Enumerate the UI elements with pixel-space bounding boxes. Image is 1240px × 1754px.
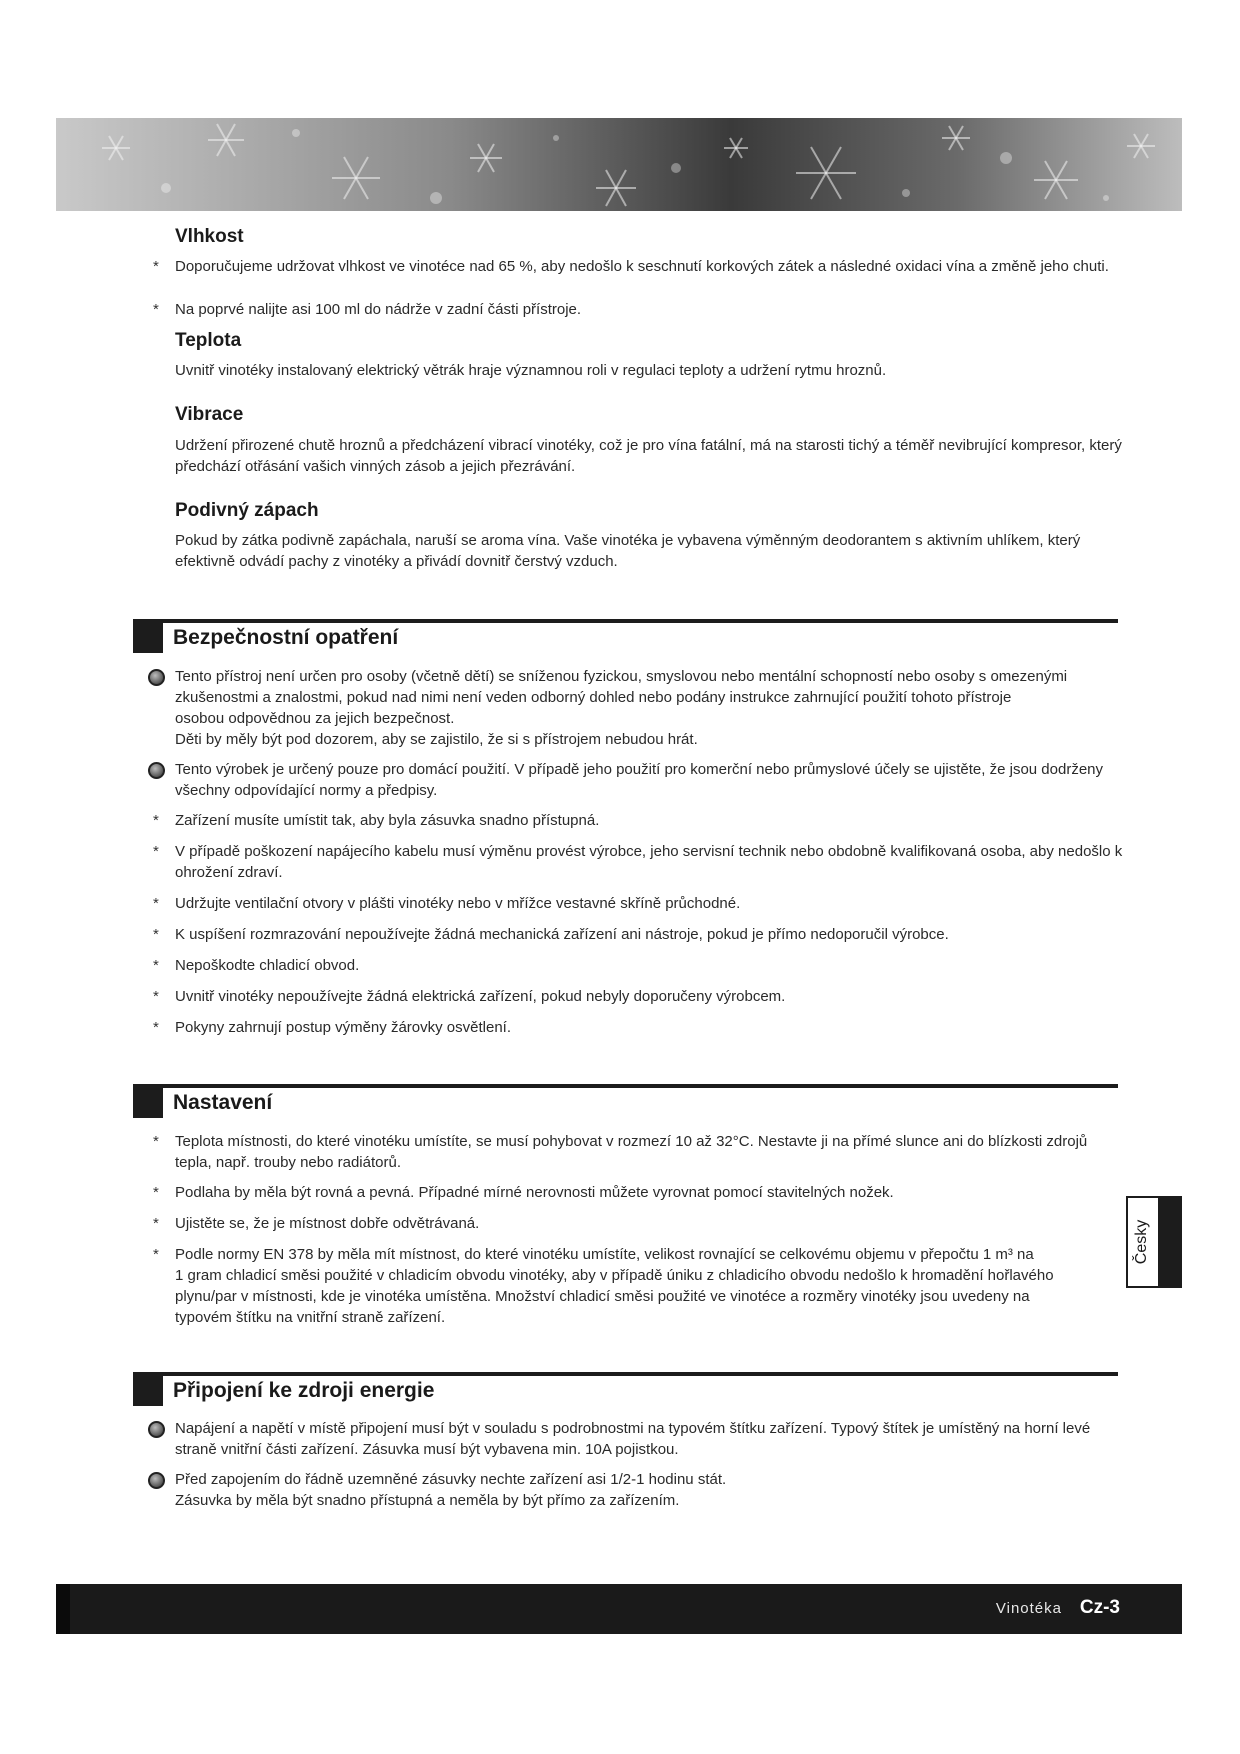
humidity-item-1: Doporučujeme udržovat vlhkost ve vinotéce nad 65 %, aby nedošlo k seschnutí korkových zátek a následné oxidaci vína a změně jeho chuti. [175, 258, 1109, 275]
bullet-icon [148, 762, 165, 779]
setup-item-3: Ujistěte se, že je místnost dobře odvětrávaná. [175, 1215, 480, 1232]
footer-bar [56, 1584, 1182, 1634]
star-marker-icon: * [153, 1215, 159, 1232]
setup-item-4 [175, 1244, 1110, 1328]
safety-item-2: V případě poškození napájecího kabelu musí výměnu provést výrobce, jeho servisní technik nebo obdobně kvalifikovaná osoba, aby nedošlo k ohrožení zdraví. [175, 843, 1123, 881]
star-marker-icon: * [153, 258, 159, 275]
safety-item-6: Uvnitř vinotéky nepoužívejte žádná elektrická zařízení, pokud nebyly doporučeny výrobcem. [175, 988, 786, 1005]
bullet-icon [148, 1421, 165, 1438]
odor-text: Pokud by zátka podivně zapáchala, naruší se aroma vína. Vaše vinotéka je vybavena výměnným deodorantem s aktivním uhlíkem, který efektivně odvádí pachy z vinotéky a přivádí dovnitř čerstvý vzduch. [175, 532, 1081, 570]
snowflake-decoration-icon [56, 118, 1182, 211]
safety-item-5: Nepoškodte chladicí obvod. [175, 957, 360, 974]
page-number: Cz-3 [1079, 1597, 1120, 1618]
setup-item-1: Teplota místnosti, do které vinotéku umístíte, se musí pohybovat v rozmezí 10 až 32°C. Nestavte ji na přímé slunce ani do blízkosti zdrojů tepla, např. trouby nebo radiátorů. [175, 1133, 1088, 1171]
section-rule [163, 1372, 1118, 1376]
star-marker-icon: * [153, 301, 159, 318]
power-section-title: Připojení ke zdroji energie [173, 1379, 435, 1402]
power-section-header [133, 1372, 1118, 1406]
setup-norm-line: typovém štítku na vnitřní straně zařízení. [175, 1309, 446, 1326]
star-marker-icon: * [153, 1246, 159, 1263]
safety-item-7: Pokyny zahrnují postup výměny žárovky osvětlení. [175, 1019, 511, 1036]
setup-section-title: Nastavení [173, 1091, 273, 1114]
safety-bullet-1-line: Tento přístroj není určen pro osoby (včetně dětí) se sníženou fyzickou, smyslovou nebo mentální schopností nebo osoby s omezenými [175, 668, 1068, 685]
safety-item-1: Zařízení musíte umístit tak, aby byla zásuvka snadno přístupná. [175, 812, 600, 829]
safety-section-title: Bezpečnostní opatření [173, 626, 399, 649]
safety-item-4: K uspíšení rozmrazování nepoužívejte žádná mechanická zařízení ani nástroje, pokud je přímo nedoporučil výrobce. [175, 926, 949, 943]
odor-heading: Podivný zápach [175, 500, 319, 521]
setup-norm-line: 1 gram chladicí směsi použité v chladicím obvodu vinotéky, aby v případě úniku z chladicího obvodu nedošlo k hromadění hořlavého [175, 1267, 1054, 1284]
star-marker-icon: * [153, 926, 159, 943]
star-marker-icon: * [153, 957, 159, 974]
star-marker-icon: * [153, 1133, 159, 1150]
safety-bullet-1 [175, 666, 1125, 750]
setup-norm-line: Podle normy EN 378 by měla mít místnost, do které vinotéku umístíte, velikost rovnající se celkovému objemu v přepočtu 1 m³ na [175, 1246, 1034, 1263]
safety-bullet-1-line: osobou odpovědnou za jejich bezpečnost. [175, 710, 455, 727]
power-bullet-1: Napájení a napětí v místě připojení musí být v souladu s podrobnostmi na typovém štítku zařízení. Typový štítek je umístěný na horní levé straně vnitřní části zařízení. Zásuvka musí být vybavena min. 10A pojistkou. [175, 1420, 1091, 1458]
header-banner [56, 118, 1182, 211]
language-tab-label: Česky [1133, 1219, 1150, 1265]
vibration-text: Udržení přirozené chutě hroznů a předcházení vibrací vinotéky, což je pro vína fatální, má na starosti tichý a téměř nevibrující kompresor, který předchází otřásání vašich vinných zásob a jejich přezrávání. [175, 437, 1122, 475]
safety-section-header [133, 619, 1118, 653]
star-marker-icon: * [153, 1184, 159, 1201]
star-marker-icon: * [153, 812, 159, 829]
humidity-heading: Vlhkost [175, 226, 244, 247]
section-rule [163, 1084, 1118, 1088]
section-rule [163, 619, 1118, 623]
bullet-icon [148, 669, 165, 686]
star-marker-icon: * [153, 988, 159, 1005]
safety-bullet-1-line: Děti by měly být pod dozorem, aby se zajistilo, že si s přístrojem nebudou hrát. [175, 731, 698, 748]
vibration-heading: Vibrace [175, 404, 244, 425]
setup-item-2: Podlaha by měla být rovná a pevná. Případné mírné nerovnosti můžete vyrovnat pomocí stavitelných nožek. [175, 1184, 894, 1201]
setup-norm-line: plynu/par v místnosti, kde je vinotéka umístěna. Množství chladicí směsi použité ve vinotéce a rozměry vinotéky jsou uvedeny na [175, 1288, 1030, 1305]
section-marker-block [133, 1084, 163, 1118]
language-tab [1126, 1196, 1182, 1288]
star-marker-icon: * [153, 843, 159, 860]
bullet-icon [148, 1472, 165, 1489]
star-marker-icon: * [153, 1019, 159, 1036]
humidity-item-2: Na poprvé nalijte asi 100 ml do nádrže v zadní části přístroje. [175, 301, 582, 318]
power-bullet-2 [175, 1469, 1125, 1511]
setup-section-header [133, 1084, 1118, 1118]
power-bullet-2-line: Zásuvka by měla být snadno přístupná a neměla by být přímo za zařízením. [175, 1492, 680, 1509]
safety-item-3: Udržujte ventilační otvory v plášti vinotéky nebo v mřížce vestavné skříně průchodné. [175, 895, 741, 912]
temperature-text: Uvnitř vinotéky instalovaný elektrický větrák hraje významnou roli v regulaci teploty a udržení rytmu hroznů. [175, 362, 887, 379]
star-marker-icon: * [153, 895, 159, 912]
section-marker-block [133, 619, 163, 653]
power-bullet-2-line: Před zapojením do řádně uzemněné zásuvky nechte zařízení asi 1/2-1 hodinu stát. [175, 1471, 727, 1488]
footer-product-name: Vinotéka [995, 1600, 1062, 1617]
section-marker-block [133, 1372, 163, 1406]
safety-bullet-1-line: zkušenostmi a znalostmi, pokud nad nimi není veden odborný dohled nebo podány instrukce zahrnující použití tohoto přístroje [175, 689, 1012, 706]
temperature-heading: Teplota [175, 330, 242, 351]
safety-bullet-2: Tento výrobek je určený pouze pro domácí použití. V případě jeho použití pro komerční nebo průmyslové účely se ujistěte, že jsou dodrženy všechny odpovídající normy a předpisy. [175, 761, 1104, 799]
